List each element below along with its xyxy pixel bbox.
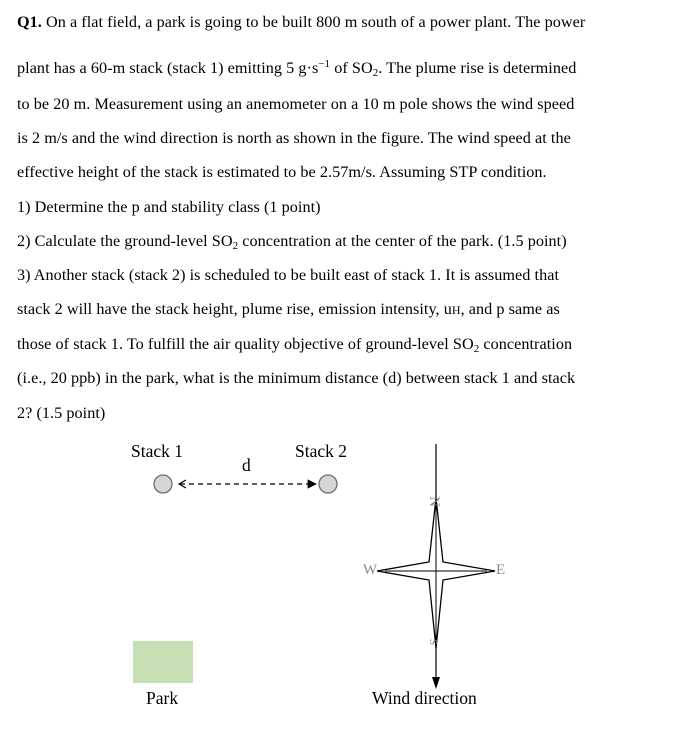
text-segment: those of stack 1. To fulfill the air quality objective of ground-level SO [17,335,474,353]
text-segment: 2? (1.5 point) [17,404,106,422]
superscript: −1 [318,58,331,70]
distance-arrow [179,480,316,488]
text-segment: of SO [330,59,373,77]
stack1-circle [154,475,172,493]
text-segment: is 2 m/s and the wind direction is north as shown in the figure. The wind speed at the [17,129,571,147]
subscript: 2 [473,343,480,355]
text-segment: stack 2 will have the stack height, plume rise, emission intensity, u [17,300,452,318]
stack1-label: Stack 1 [131,441,184,461]
distance-label: d [242,455,251,475]
text-segment: concentration [479,335,573,353]
subscript: H [451,303,461,317]
text-segment: , and p same as [460,300,560,318]
compass-icon [377,444,495,689]
park-label: Park [146,688,179,708]
compass-south-label: S [427,638,440,646]
subscript: 2 [232,240,239,252]
text-segment: plant has a 60-m stack (stack 1) emitting 5 g·s [17,59,319,77]
question-number: Q1. [17,13,42,31]
text-segment: 1) Determine the p and stability class (1 point) [17,198,321,216]
stack2-circle [319,475,337,493]
text-segment: concentration at the center of the park. (1.5 point) [238,232,567,250]
text-segment: 3) Another stack (stack 2) is scheduled to be built east of stack 1. It is assumed that [17,266,560,284]
stack2-label: Stack 2 [295,441,348,461]
subscript: 2 [372,67,379,79]
text-segment: (i.e., 20 ppb) in the park, what is the minimum distance (d) between stack 1 and stack [17,369,576,387]
text-segment: 2) Calculate the ground-level SO [17,232,233,250]
text-segment: . The plume rise is determined [378,59,577,77]
park-area [133,641,193,683]
compass-north-label: N [425,496,442,507]
compass-east-label: E [496,562,506,578]
text-segment: effective height of the stack is estimated to be 2.57m/s. Assuming STP condition. [17,163,547,181]
wind-direction-label: Wind direction [372,688,477,708]
compass-west-label: W [363,562,378,578]
question-text-1: On a flat field, a park is going to be built 800 m south of a power plant. The power [41,13,586,31]
text-segment: to be 20 m. Measurement using an anemometer on a 10 m pole shows the wind speed [17,95,575,113]
